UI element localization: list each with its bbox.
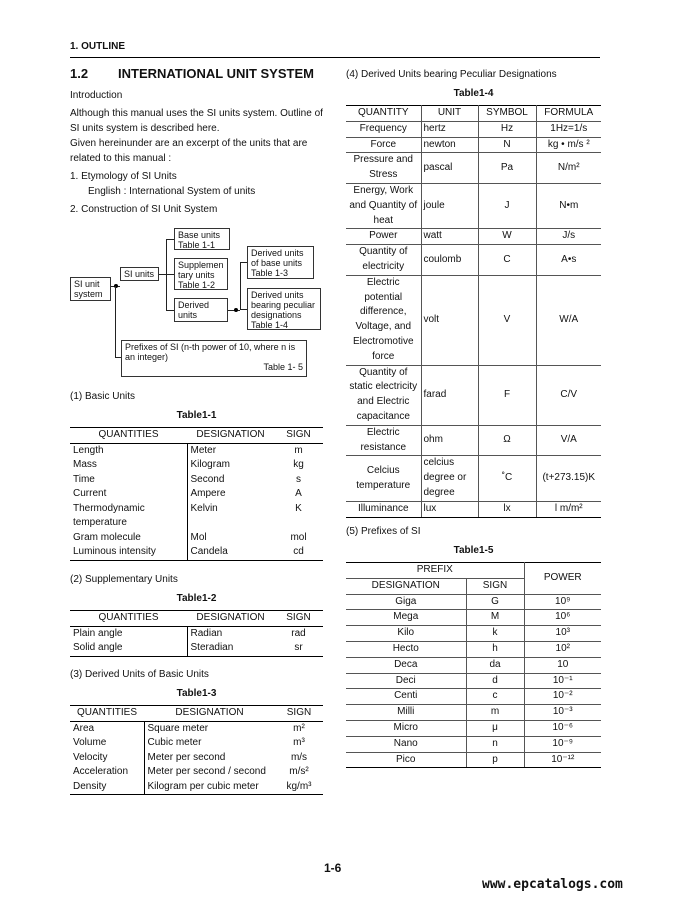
cell: ˚C — [478, 456, 536, 501]
cell: Electric potential difference, Voltage, and Electromotive force — [346, 275, 421, 365]
table-row — [346, 245, 601, 276]
table-row — [346, 610, 601, 626]
cell: joule — [421, 183, 478, 228]
cell: Quantity of static electricity and Electric capacitance — [346, 365, 421, 425]
cell: Volume — [73, 737, 107, 748]
table-row — [70, 736, 323, 751]
cell: m² — [293, 722, 305, 734]
cell: Kilogram per cubic meter — [144, 780, 275, 795]
cell: Length — [73, 444, 104, 456]
cell: Solid angle — [70, 641, 187, 656]
cell: Nano — [346, 736, 466, 752]
cell: N — [478, 137, 536, 153]
cell: farad — [421, 365, 478, 425]
table3-title: Table1-3 — [176, 688, 217, 699]
cell: Pico — [346, 752, 466, 768]
table2-section: (2) Supplementary Units — [70, 574, 178, 585]
cell: J — [478, 183, 536, 228]
cell: Steradian — [187, 641, 274, 656]
col-header: SIGN — [274, 428, 323, 444]
diagram-prefixes-text: Prefixes of SI (n-th power of 10, where n is an integer) — [125, 342, 296, 362]
intro-para2: Given hereinunder are an excerpt of the units that are related to this manual : — [70, 138, 308, 164]
cell: Giga — [346, 594, 466, 610]
cell: Radian — [187, 626, 274, 641]
table-row — [70, 545, 323, 560]
cell: p — [466, 752, 524, 768]
diagram-derived-peculiar-units: Derived units bearing peculiar designations Table 1-4 — [247, 288, 321, 330]
table3-section: (3) Derived Units of Basic Units — [70, 669, 209, 680]
connector — [240, 262, 241, 310]
cell: kg • m/s ² — [536, 137, 601, 153]
col-header: SIGN — [274, 611, 323, 627]
diagram-base-units: Base units Table 1-1 — [174, 228, 230, 250]
cell: Centi — [346, 689, 466, 705]
table-row — [70, 751, 323, 766]
table-basic-units — [70, 427, 323, 561]
cell: Thermodynamic temperature — [73, 502, 145, 528]
table-row — [346, 153, 601, 184]
diagram-supplementary-units: Supplemen tary units Table 1-2 — [174, 258, 228, 290]
intro-block — [70, 88, 325, 217]
table-row — [70, 780, 323, 795]
table-peculiar-units — [346, 105, 601, 518]
cell: Pa — [478, 153, 536, 184]
cell: Kilo — [346, 626, 466, 642]
table-row — [70, 502, 323, 531]
cell: Gram molecule — [73, 531, 141, 543]
cell: coulomb — [421, 245, 478, 276]
col-header: DESIGNATION — [187, 428, 274, 444]
intro-item1-sub: English : International System of units — [88, 186, 256, 197]
connector — [166, 310, 174, 311]
cell: k — [466, 626, 524, 642]
cell: N/m² — [536, 153, 601, 184]
cell: V — [478, 275, 536, 365]
cell: Candela — [187, 545, 274, 560]
cell: kg — [293, 459, 304, 470]
cell: Acceleration — [73, 766, 129, 777]
table-row — [346, 626, 601, 642]
table-derived-basic-units — [70, 705, 323, 795]
cell: Frequency — [346, 121, 421, 137]
cell: 10⁶ — [524, 610, 601, 626]
table-row — [70, 531, 323, 546]
cell: h — [466, 641, 524, 657]
connector — [240, 262, 247, 263]
cell: 10⁻¹ — [524, 673, 601, 689]
cell: n — [466, 736, 524, 752]
table-row — [346, 425, 601, 456]
cell: G — [466, 594, 524, 610]
cell: 10 — [524, 657, 601, 673]
cell: Deci — [346, 673, 466, 689]
cell: Second — [187, 473, 274, 488]
cell: lux — [421, 501, 478, 517]
cell: K — [295, 502, 302, 514]
table-row — [346, 365, 601, 425]
table4-title: Table1-4 — [453, 88, 494, 99]
cell: l m/m² — [536, 501, 601, 517]
diagram-prefixes-table: Table 1- 5 — [263, 362, 303, 372]
table-supplementary-units — [70, 610, 323, 657]
section-number: 1.2 — [70, 66, 89, 81]
table1-section: (1) Basic Units — [70, 391, 136, 402]
section-heading — [70, 66, 314, 81]
cell: 10⁻⁶ — [524, 720, 601, 736]
table-row — [70, 641, 323, 656]
cell: mol — [290, 531, 307, 543]
cell: lx — [478, 501, 536, 517]
col-header: SYMBOL — [478, 106, 536, 122]
table-row — [346, 183, 601, 228]
col-header: SIGN — [275, 706, 323, 722]
cell: kg/m³ — [275, 780, 323, 795]
cell: cd — [274, 545, 323, 560]
chapter-header: 1. OUTLINE — [70, 41, 126, 52]
cell: C/V — [536, 365, 601, 425]
connector — [166, 274, 174, 275]
cell: Electric resistance — [346, 425, 421, 456]
si-structure-diagram — [70, 225, 330, 385]
cell: m/s — [290, 751, 308, 763]
cell: μ — [466, 720, 524, 736]
diagram-derived-units: Derived units — [174, 298, 228, 322]
intro-para1: Although this manual uses the SI units system. Outline of SI units system is described here. — [70, 108, 323, 134]
cell: m — [466, 705, 524, 721]
table5-title: Table1-5 — [453, 545, 494, 556]
col-header: QUANTITIES — [70, 611, 187, 627]
table-row — [346, 689, 601, 705]
table-si-prefixes — [346, 562, 601, 768]
table-row — [346, 752, 601, 768]
col-header: POWER — [524, 563, 601, 595]
page-number: 1-6 — [324, 861, 342, 875]
cell: Plain angle — [73, 627, 123, 639]
cell: Mega — [346, 610, 466, 626]
cell: rad — [291, 627, 306, 639]
section-title: INTERNATIONAL UNIT SYSTEM — [118, 66, 314, 81]
table-row — [70, 626, 323, 641]
table-row — [70, 473, 323, 488]
diagram-si-system: SI unit system — [70, 277, 111, 301]
diagram-prefixes — [121, 340, 307, 377]
cell: Density — [70, 780, 144, 795]
cell: volt — [421, 275, 478, 365]
col-header: QUANTITIES — [70, 706, 144, 722]
cell: A•s — [536, 245, 601, 276]
col-header: DESIGNATION — [144, 706, 275, 722]
cell: Deca — [346, 657, 466, 673]
cell: V/A — [536, 425, 601, 456]
diagram-si-units: SI units — [120, 267, 159, 281]
cell: Power — [346, 229, 421, 245]
cell: C — [478, 245, 536, 276]
cell: N•m — [536, 183, 601, 228]
table-row — [346, 641, 601, 657]
cell: Kelvin — [187, 502, 274, 531]
cell: Ampere — [187, 487, 274, 502]
cell: Pressure and Stress — [346, 153, 421, 184]
cell: m — [294, 444, 303, 456]
cell: Celcius temperature — [346, 456, 421, 501]
cell: Current — [73, 488, 107, 499]
table-row — [346, 594, 601, 610]
cell: Mol — [187, 531, 274, 546]
cell: newton — [421, 137, 478, 153]
watermark-link[interactable]: www.epcatalogs.com — [482, 877, 623, 892]
col-header: UNIT — [421, 106, 478, 122]
cell: sr — [274, 641, 323, 656]
table-row — [346, 456, 601, 501]
cell: Hecto — [346, 641, 466, 657]
cell: Area — [73, 722, 95, 734]
col-header: FORMULA — [536, 106, 601, 122]
cell: watt — [421, 229, 478, 245]
cell: Cubic meter — [144, 736, 275, 751]
cell: Milli — [346, 705, 466, 721]
col-header: SIGN — [466, 578, 524, 594]
table-row — [346, 275, 601, 365]
cell: Square meter — [144, 721, 275, 736]
table-row — [346, 121, 601, 137]
cell: Time — [73, 473, 95, 485]
table-row — [346, 657, 601, 673]
connector — [115, 357, 121, 358]
cell: c — [466, 689, 524, 705]
cell: 10⁻⁹ — [524, 736, 601, 752]
table-row — [70, 443, 323, 458]
cell: 10⁻³ — [524, 705, 601, 721]
cell: Mass — [73, 459, 97, 470]
cell: pascal — [421, 153, 478, 184]
cell: 10⁹ — [524, 594, 601, 610]
cell: hertz — [421, 121, 478, 137]
table-row — [346, 501, 601, 517]
cell: 10³ — [524, 626, 601, 642]
cell: 10⁻¹² — [524, 752, 601, 768]
diagram-derived-base-units: Derived units of base units Table 1-3 — [247, 246, 314, 279]
cell: A — [295, 488, 302, 499]
cell: Micro — [346, 720, 466, 736]
table1-title: Table1-1 — [176, 410, 217, 421]
cell: Force — [346, 137, 421, 153]
col-header: QUANTITY — [346, 106, 421, 122]
connector — [166, 239, 174, 240]
cell: ohm — [421, 425, 478, 456]
cell: s — [296, 473, 301, 485]
table-row — [346, 720, 601, 736]
cell: 1Hz=1/s — [536, 121, 601, 137]
connector — [240, 309, 247, 310]
junction-dot — [234, 308, 238, 312]
cell: W — [478, 229, 536, 245]
cell: Quantity of electricity — [346, 245, 421, 276]
table-row — [70, 458, 323, 473]
cell: Meter per second / second — [144, 765, 275, 780]
cell: Ω — [478, 425, 536, 456]
cell: Illuminance — [346, 501, 421, 517]
table5-section: (5) Prefixes of SI — [346, 526, 421, 537]
connector — [115, 286, 116, 357]
cell: celcius degree or degree — [421, 456, 478, 501]
cell: Hz — [478, 121, 536, 137]
cell: W/A — [536, 275, 601, 365]
intro-item2: 2. Construction of SI Unit System — [70, 204, 218, 215]
cell: Velocity — [73, 751, 108, 763]
cell: da — [466, 657, 524, 673]
cell: 10² — [524, 641, 601, 657]
cell: J/s — [536, 229, 601, 245]
table-row — [70, 765, 323, 780]
cell: Kilogram — [187, 458, 274, 473]
table-row — [346, 736, 601, 752]
intro-item1: 1. Etymology of SI Units — [70, 171, 177, 182]
cell: M — [466, 610, 524, 626]
table-row — [346, 229, 601, 245]
cell: Meter — [187, 443, 274, 458]
cell: F — [478, 365, 536, 425]
table-row — [346, 705, 601, 721]
col-header: DESIGNATION — [187, 611, 274, 627]
table2-title: Table1-2 — [176, 593, 217, 604]
col-header: DESIGNATION — [346, 578, 466, 594]
cell: Meter per second — [144, 751, 275, 766]
cell: (t+273.15)K — [536, 456, 601, 501]
cell: m³ — [293, 737, 305, 748]
table-row — [346, 673, 601, 689]
table-row — [70, 487, 323, 502]
prefix-group-header: PREFIX — [346, 563, 524, 579]
cell: Energy, Work and Quantity of heat — [346, 183, 421, 228]
table-row — [70, 721, 323, 736]
col-header: QUANTITIES — [70, 428, 187, 444]
cell: 10⁻² — [524, 689, 601, 705]
header-rule — [70, 57, 600, 58]
table-row — [346, 137, 601, 153]
cell: Luminous intensity — [70, 545, 187, 560]
cell: m/s² — [289, 766, 309, 777]
cell: d — [466, 673, 524, 689]
intro-heading: Introduction — [70, 90, 123, 101]
table4-section: (4) Derived Units bearing Peculiar Designations — [346, 69, 557, 80]
